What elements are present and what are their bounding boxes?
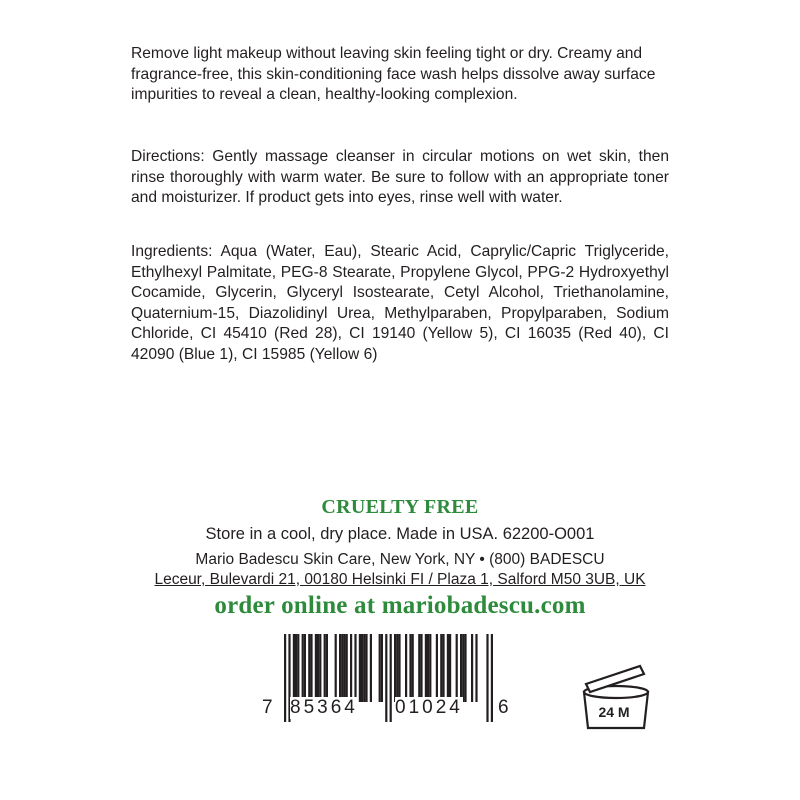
pao-label: 24 M [598, 704, 630, 720]
barcode-bar [346, 634, 348, 702]
barcode-bar [456, 634, 458, 702]
barcode-bar [326, 634, 328, 702]
ingredients-paragraph [131, 242, 669, 365]
barcode-bar [341, 634, 343, 702]
barcode-bar [343, 634, 345, 702]
barcode-bar [310, 634, 312, 702]
barcode-bar [324, 634, 326, 702]
barcode-bar [471, 634, 473, 702]
barcode-bar [295, 634, 297, 702]
barcode-right-group: 01024 [395, 697, 463, 718]
barcode-bar [396, 634, 398, 702]
directions-paragraph [131, 147, 669, 209]
directions-label: Directions: [131, 148, 205, 165]
barcode-bar [350, 634, 352, 702]
barcode-bar [297, 634, 299, 702]
order-online-link: order online at mariobadescu.com [214, 592, 586, 619]
barcode-bar [449, 634, 451, 702]
barcode-bar [427, 634, 429, 702]
barcode-bar [409, 634, 411, 702]
ingredients-label: Ingredients: [131, 243, 213, 260]
eu-address: Leceur, Bulevardi 21, 00180 Helsinki FI / Plaza 1, Salford M50 3UB, UK [154, 571, 646, 588]
barcode-bar [412, 634, 414, 702]
barcode-bar [381, 634, 383, 702]
barcode-bar [319, 634, 321, 702]
company-info: Mario Badescu Skin Care, New York, NY • (800) BADESCU [195, 551, 605, 568]
barcode-bar [302, 634, 304, 702]
barcode-bar [293, 634, 295, 702]
barcode-bar [379, 634, 381, 702]
barcode-left-group: 85364 [290, 697, 358, 718]
barcode-bar [339, 634, 341, 702]
barcode-bar [442, 634, 444, 702]
barcode-bar [304, 634, 306, 702]
barcode-bar [354, 634, 356, 702]
barcode-bar [491, 634, 493, 722]
barcode-bar [425, 634, 427, 702]
barcode-bar [418, 634, 420, 702]
barcode-check-digit: 6 [498, 697, 509, 718]
barcode-bar [385, 634, 387, 722]
barcode-bar [335, 634, 337, 702]
barcode-bar [440, 634, 442, 702]
barcode-bar [475, 634, 477, 702]
barcode-bar [361, 634, 363, 702]
cruelty-free-badge: CRUELTY FREE [321, 496, 479, 518]
barcode-bar [394, 634, 396, 702]
product-description: Remove light makeup without leaving skin feeling tight or dry. Creamy and fragrance-free, this skin-conditioning face wash helps dissolve away surface impurities to reveal a clean, healthy-looking complexion. [131, 45, 656, 103]
barcode-bar [436, 634, 438, 702]
barcode-bar [429, 634, 431, 702]
directions-text: Gently massage cleanser in circular motions on wet skin, then rinse thoroughly with warm water. Be sure to follow with an appropriate toner and moisturizer. If product gets into eyes, rinse well with water. [131, 148, 669, 206]
barcode-bar [363, 634, 365, 702]
barcode-bar [370, 634, 372, 702]
barcode-bar [405, 634, 407, 702]
barcode-bar [486, 634, 488, 722]
barcode-bar [315, 634, 317, 702]
barcode-bar [308, 634, 310, 702]
barcode-bar [398, 634, 400, 702]
storage-info: Store in a cool, dry place. Made in USA. 62200-O001 [205, 525, 595, 543]
barcode-bar [420, 634, 422, 702]
ingredients-text: Aqua (Water, Eau), Stearic Acid, Caprylic/Capric Triglyceride, Ethylhexyl Palmitate, PEG-8 Stearate, Propylene Glycol, PPG-2 Hydroxyethyl Cocamide, Glycerin, Glyceryl Isostearate, Cetyl Alcohol, Triethanolamine, Quaternium-15, Diazolidinyl Urea, Methylparaben, Propylparaben, Sodium Chloride, CI 45410 (Red 28), CI 19140 (Yellow 5), CI 16035 (Red 40), CI 42090 (Blue 1), CI 15985 (Yellow 6) [131, 243, 669, 363]
barcode-first-digit: 7 [262, 697, 273, 718]
barcode-bar [365, 634, 367, 702]
barcode-bar [317, 634, 319, 702]
barcode-bar [462, 634, 464, 702]
barcode-bar [359, 634, 361, 702]
barcode-bar [464, 634, 466, 702]
barcode-bar [284, 634, 286, 722]
barcode-bar [447, 634, 449, 702]
barcode-bar [390, 634, 392, 722]
barcode-bar [460, 634, 462, 702]
